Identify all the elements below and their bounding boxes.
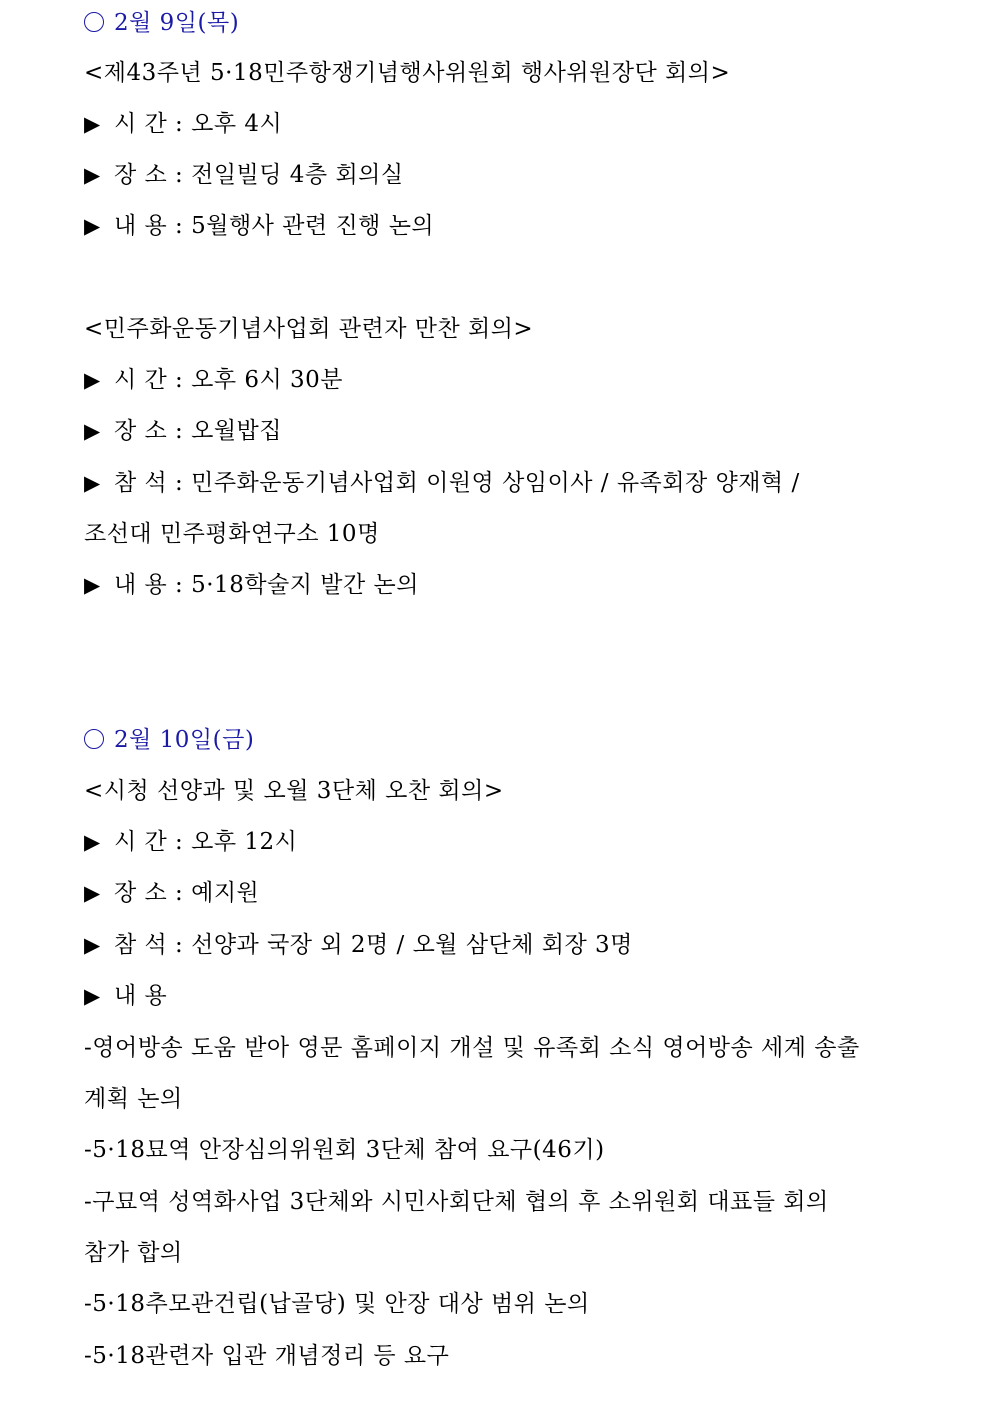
triangle-bullet-icon: ▶ [84, 368, 101, 392]
triangle-bullet-icon: ▶ [84, 933, 101, 957]
content-item: -구묘역 성역화사업 3단체와 시민사회단체 협의 후 소위원회 대표들 회의 [84, 1189, 829, 1215]
triangle-bullet-icon: ▶ [84, 112, 101, 136]
meeting-title: <제43주년 5·18민주항쟁기념행사위원회 행사위원장단 회의> [84, 60, 731, 86]
meeting-place: ▶ 장 소 : 예지원 [84, 880, 260, 906]
section-date: 2월 9일(목) [84, 8, 239, 38]
meeting-time: ▶ 시 간 : 오후 6시 30분 [84, 367, 344, 393]
meeting-content-label: ▶ 내 용 [84, 983, 168, 1009]
meeting-content: ▶ 내 용 : 5월행사 관련 진행 논의 [84, 213, 435, 239]
triangle-bullet-icon: ▶ [84, 830, 101, 854]
triangle-bullet-icon: ▶ [84, 984, 101, 1008]
content-item: 계획 논의 [84, 1086, 183, 1112]
content-item: -5·18묘역 안장심의위원회 3단체 참여 요구(46기) [84, 1137, 605, 1163]
triangle-bullet-icon: ▶ [84, 881, 101, 905]
content-item: -영어방송 도움 받아 영문 홈페이지 개설 및 유족회 소식 영어방송 세계 송출 [84, 1035, 860, 1061]
circle-icon [84, 729, 104, 749]
content-item: -5·18관련자 입관 개념정리 등 요구 [84, 1343, 450, 1369]
circle-icon [84, 12, 104, 32]
content-item: -5·18추모관건립(납골당) 및 안장 대상 범위 논의 [84, 1291, 590, 1317]
meeting-content: ▶ 내 용 : 5·18학술지 발간 논의 [84, 572, 419, 598]
content-item: 참가 합의 [84, 1240, 183, 1266]
meeting-time: ▶ 시 간 : 오후 4시 [84, 111, 283, 137]
triangle-bullet-icon: ▶ [84, 471, 101, 495]
meeting-place: ▶ 장 소 : 전일빌딩 4층 회의실 [84, 162, 404, 188]
meeting-attend: ▶ 참 석 : 선양과 국장 외 2명 / 오월 삼단체 회장 3명 [84, 932, 633, 958]
section-date: 2월 10일(금) [84, 725, 254, 755]
meeting-place: ▶ 장 소 : 오월밥집 [84, 418, 282, 444]
triangle-bullet-icon: ▶ [84, 214, 101, 238]
meeting-attend: ▶ 참 석 : 민주화운동기념사업회 이원영 상임이사 / 유족회장 양재혁 / [84, 470, 800, 496]
meeting-time: ▶ 시 간 : 오후 12시 [84, 829, 298, 855]
triangle-bullet-icon: ▶ [84, 163, 101, 187]
meeting-title: <시청 선양과 및 오월 3단체 오찬 회의> [84, 778, 504, 804]
meeting-title: <민주화운동기념사업회 관련자 만찬 회의> [84, 316, 534, 342]
triangle-bullet-icon: ▶ [84, 573, 101, 597]
meeting-attend-cont: 조선대 민주평화연구소 10명 [84, 521, 380, 547]
triangle-bullet-icon: ▶ [84, 419, 101, 443]
